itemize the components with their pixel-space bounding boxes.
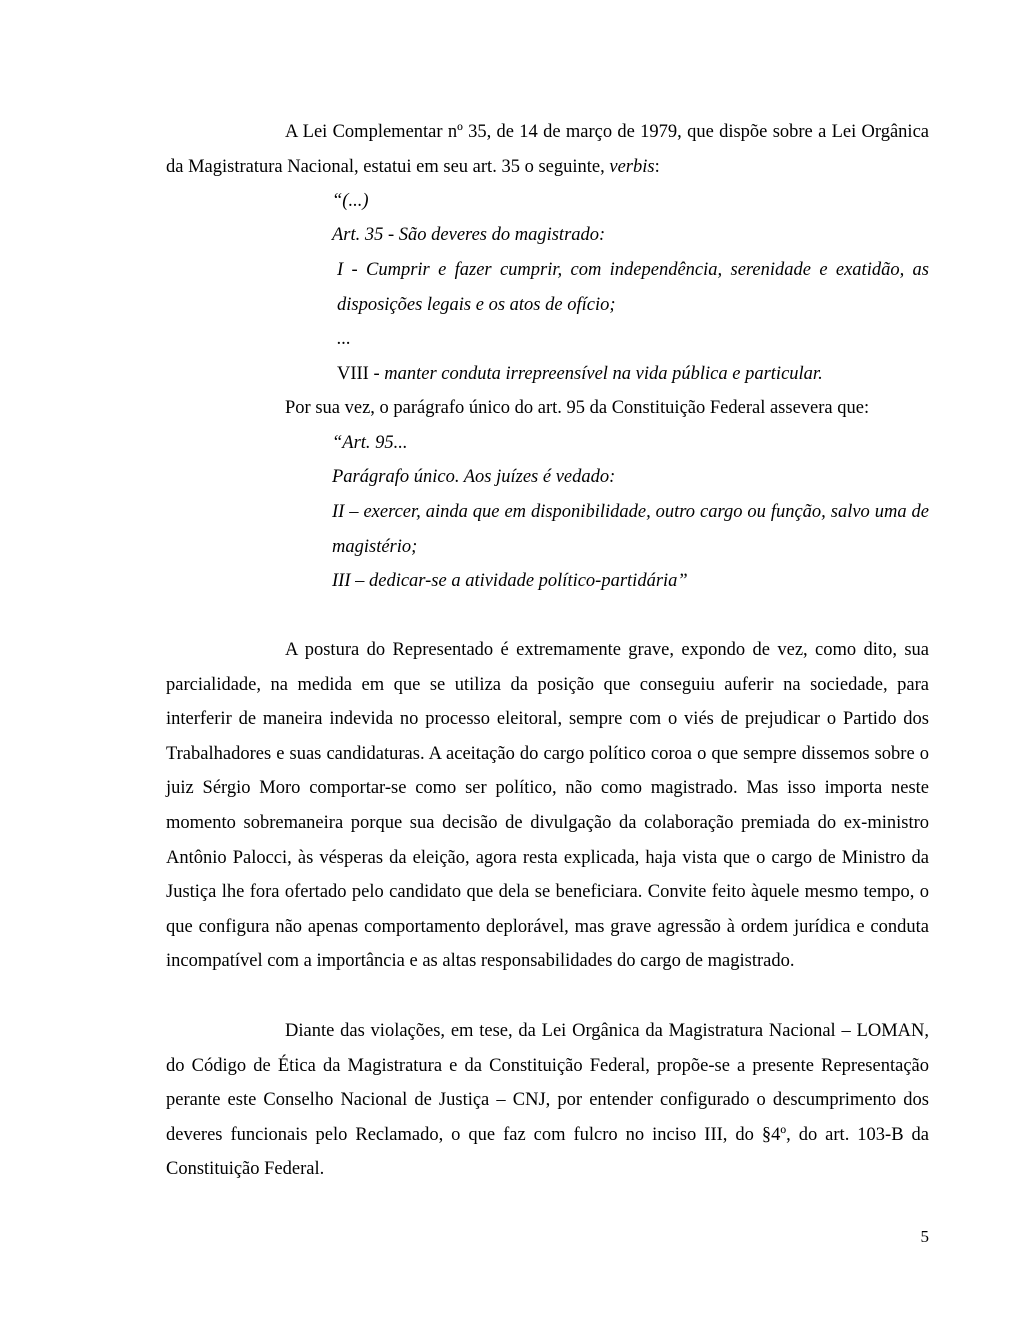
quote1-open: “(...) <box>332 191 369 211</box>
constitution-intro-paragraph: Por sua vez, o parágrafo único do art. 95 da Constituição Federal assevera que: <box>285 398 870 418</box>
quote1-item-viii <box>332 357 929 392</box>
quote1-heading: Art. 35 - São deveres do magistrado: <box>332 225 606 245</box>
intro-colon: : <box>654 156 660 177</box>
quote1-item-viii-text: - manter conduta irrepreensível na vida pública e particular. <box>368 364 823 384</box>
quote2-heading: “Art. 95... <box>332 433 408 453</box>
document-page <box>166 0 929 1326</box>
page-number: 5 <box>920 1227 929 1246</box>
quote2-subheading: Parágrafo único. Aos juízes é vedado: <box>332 467 616 487</box>
quote1-item-viii-lead: VIII <box>337 364 369 384</box>
intro-verbis: verbis <box>609 156 655 177</box>
conclusion-paragraph: Diante das violações, em tese, da Lei Orgânica da Magistratura Nacional – LOMAN, do Código de Ética da Magistratura e da Constituição Federal, propõe-se a presente Representação perante este Conselho Nacional de Justiça – CNJ, por entender configurado o descumprimento dos deveres funcionais pelo Reclamado, o que faz com fulcro no inciso III, do §4º, do art. 103-B da Constituição Federal. <box>166 1021 929 1180</box>
intro-paragraph <box>166 115 929 184</box>
argument-paragraph: A postura do Representado é extremamente grave, expondo de vez, como dito, sua parcialidade, na medida em que se utiliza da posição que conseguiu auferir na sociedade, para interferir de maneira indevida no processo eleitoral, sempre com o viés de prejudicar o Partido dos Trabalhadores e suas candidaturas. A aceitação do cargo político coroa o que sempre dissemos sobre o juiz Sérgio Moro comportar-se como ser político, não como magistrado. Mas isso importa neste momento sobremaneira porque sua decisão de divulgação da colaboração premiada do ex-ministro Antônio Palocci, às vésperas da eleição, agora resta explicada, haja vista que o cargo de Ministro da Justiça lhe fora ofertado pelo candidato que dela se beneficiara. Convite feito àquele mesmo tempo, o que configura não apenas comportamento deplorável, mas grave agressão à ordem jurídica e conduta incompatível com a importância e as altas responsabilidades do cargo de magistrado. <box>166 640 929 972</box>
quote1-ellipsis: ... <box>337 329 351 349</box>
quote2-item-iii: III – dedicar-se a atividade político-partidária” <box>332 571 688 591</box>
quote1-item-i: I - Cumprir e fazer cumprir, com independência, serenidade e exatidão, as disposições legais e os atos de ofício; <box>337 260 929 315</box>
intro-text: A Lei Complementar nº 35, de 14 de março de 1979, que dispõe sobre a Lei Orgânica da Magistratura Nacional, estatui em seu art. 35 o seguinte, <box>166 122 929 177</box>
quote2-item-ii: II – exercer, ainda que em disponibilidade, outro cargo ou função, salvo uma de magistério; <box>332 502 929 557</box>
